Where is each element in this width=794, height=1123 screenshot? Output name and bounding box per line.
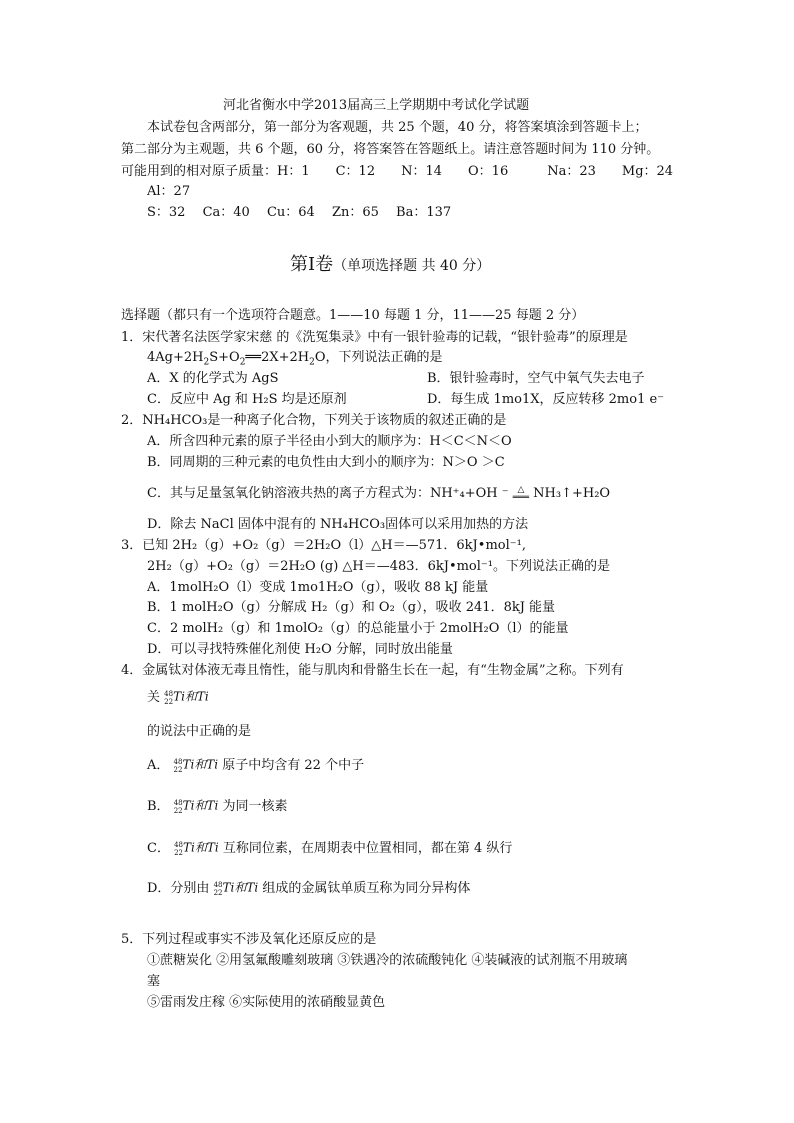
q5-items-line-1: ①蔗糖炭化 ②用氢氟酸雕刻玻璃 ③铁遇冷的浓硫酸钝化 ④装碱液的试剂瓶不用玻璃 [147,953,628,968]
q3-option-a[interactable]: A．1molH₂O（l）变成 1mo1H₂O（g），吸收 88 kJ 能量 [147,580,489,595]
q2-option-a[interactable]: A．所含四种元素的原子半径由小到大的顺序为：H＜C＜N＜O [147,434,512,449]
option-text: 互称同位素，在周期表中位置相同，都在第 4 纵行 [222,841,513,856]
q4-stem-word: 关 [147,690,161,705]
q1-eq-part: ══2X+2H [245,350,310,365]
option-label: A． [147,758,170,773]
option-text: 原子中均含有 22 个中子 [222,758,365,773]
q1-eq-sub: 2 [203,357,210,368]
atomic-number: 22 [173,806,183,815]
option-text: 组成的金属钛单质互称为同分异构体 [262,881,471,896]
q2-option-d[interactable]: D．除去 NaCl 固体中混有的 NH₄HCO₃固体可以采用加热的方法 [147,517,529,532]
q3-stem-line-1: 3．已知 2H₂（g）+O₂（g）＝2H₂O（l）△H＝—571．6kJ•mol⁻¹, [121,538,526,553]
atomic-masses-line-3: S：32 Ca：40 Cu：64 Zn：65 Ba：137 [147,205,452,220]
q3-stem-line-2: 2H₂（g）+O₂（g）＝2H₂O (g) △H＝—483．6kJ•mol⁻¹。下列说法正确的是 [147,559,610,574]
atomic-masses-line-1: 可能用到的相对原子质量：H：1 C：12 N：14 O：16 Na：23 Mg：24 [121,164,674,179]
q1-eq-part: 4Ag+2H [147,350,204,365]
q3-option-c[interactable]: C．2 molH₂（g）和 1molO₂（g）的总能量小于 2molH₂O（l）的能量 [147,621,569,636]
q4-option-b[interactable] [147,797,287,817]
exam-title: 河北省衡水中学2013届高三上学期期中考试化学试题 [223,98,530,113]
heat-symbol: △ [517,484,525,495]
q1-option-d[interactable]: D．每生成 1mo1X，反应转移 2mo1 e⁻ [427,392,665,407]
isotope-numbers-1 [164,690,173,706]
q4-option-a[interactable] [147,756,364,776]
atomic-number: 22 [173,765,183,774]
isotope-symbols: Ti和Ti [182,798,219,812]
q4-option-d[interactable] [147,879,470,899]
titanium-isotopes-formula [174,799,219,815]
section-heading [290,255,490,276]
titanium-isotopes-formula [164,690,209,706]
q4-stem-line-3: 的说法中正确的是 [147,724,252,739]
mass-number: 48 [173,757,183,766]
titanium-isotopes-formula [174,841,219,857]
intro-line-2: 第二部分为主观题，共 6 个题，60 分，将答案答在答题纸上。请注意答题时间为 110 分钟。 [121,142,660,157]
q4-option-c[interactable] [147,839,512,859]
q2-stem: 2．NH₄HCO₃是一种离子化合物，下列关于该物质的叙述正确的是 [121,413,507,428]
section-subtitle: （单项选择题 共 40 分） [333,258,491,274]
q2-option-b[interactable]: B．同周期的三种元素的电负性由大到小的顺序为：N＞O ＞C [147,455,505,470]
q3-option-d[interactable]: D．可以寻找特殊催化剂使 H₂O 分解，同时放出能量 [147,642,453,657]
q1-stem-line-2 [147,348,443,368]
option-label: C． [147,841,170,856]
q1-option-a[interactable]: A．X 的化学式为 AgS [147,371,279,386]
mass-number: 48 [173,798,183,807]
atomic-masses-line-2: Al：27 [147,184,191,199]
q1-eq-sub: 2 [309,357,315,368]
q1-eq-sub: 2 [239,357,246,368]
q5-items-line-3: ⑤雷雨发庄稼 ⑥实际使用的浓硝酸显黄色 [147,995,386,1010]
mass-number: 48 [213,880,223,889]
atomic-number: 22 [174,848,184,857]
q1-option-b[interactable]: B．银针验毒时，空气中氧气失去电子 [427,371,645,386]
q5-stem: 5．下列过程或事实不涉及氧化还原反应的是 [121,932,377,947]
isotope-symbols: Ti和Ti [173,689,209,703]
intro-line-1: 本试卷包含两部分，第一部分为客观题，共 25 个题，40 分，将答案填涂到答题卡上； [147,120,648,135]
isotope-symbols: Ti和Ti [222,880,259,894]
q1-option-c[interactable]: C．反应中 Ag 和 H₂S 均是还原剂 [147,392,347,407]
atomic-number: 22 [213,888,223,897]
q5-items-line-2: 塞 [147,974,161,989]
q3-option-b[interactable]: B．1 molH₂O（g）分解成 H₂（g）和 O₂（g），吸收 241．8kJ 能量 [147,600,556,615]
q2-option-c-text: C．其与足量氢氧化钠溶液共热的离子方程式为：NH⁺₄+OH ⁻ [147,486,509,501]
option-text: 为同一核素 [222,799,288,814]
q1-eq-part: S+O [209,350,240,365]
option-label: B． [147,799,170,814]
option-label: D．分别由 [147,881,210,896]
mass-number: 48 [174,840,184,849]
atomic-number: 22 [164,697,174,706]
q2-option-c-products: NH₃↑+H₂O [533,486,611,501]
heat-arrow: △ ═══ [512,484,530,503]
isotope-symbols: Ti和Ti [183,840,219,854]
q4-stem-line-1: 4．金属钛对体液无毒且惰性，能与肌肉和骨骼生长在一起，有“生物金属”之称。下列有 [121,663,624,678]
q4-stem-line-2 [147,688,209,708]
mass-number: 48 [164,689,174,698]
titanium-isotopes-formula [174,758,219,774]
q2-option-c[interactable] [147,484,610,504]
q1-eq-part: O，下列说法正确的是 [314,350,443,365]
titanium-isotopes-formula [214,881,259,897]
isotope-symbols: Ti和Ti [182,757,219,771]
q1-stem-line-1: 1．宋代著名法医学家宋慈 的《洗冤集录》中有一银针验毒的记载，“银针验毒”的原理是 [121,330,628,345]
section-title: 第Ⅰ卷 [290,254,334,275]
section-instruction: 选择题（都只有一个选项符合题意。1——10 每题 1 分，11——25 每题 2 分） [121,308,585,323]
